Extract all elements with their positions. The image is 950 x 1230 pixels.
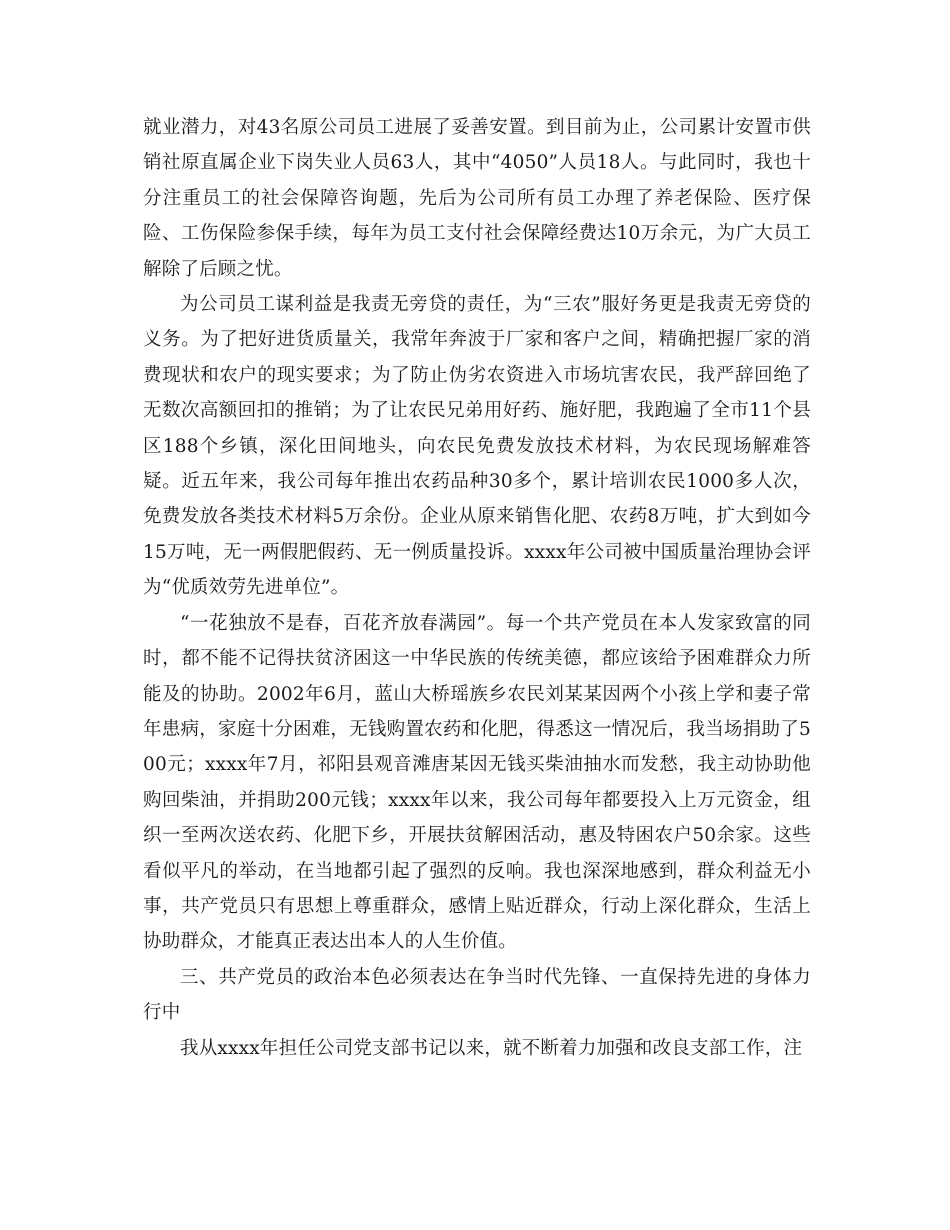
- section-heading: 三、共产党员的政治本色必须表达在争当时代先锋、一直保持先进的身体力行中: [143, 966, 811, 1024]
- document-body: [143, 110, 811, 1066]
- paragraph-2: 为公司员工谋利益是我责无旁贷的责任，为“三农”服好务更是我责无旁贷的义务。为了把好进货质量关，我常年奔波于厂家和客户之间，精确把握厂家的消费现状和农户的现实要求；为了防止伪劣农资进入市场坑害农民，我严辞回绝了无数次高额回扣的推销；为了让农民兄弟用好药、施好肥，我跑遍了全市11个县区188个乡镇，深化田间地头，向农民免费发放技术材料，为农民现场解难答疑。近五年来，我公司每年推出农药品种30多个，累计培训农民1000多人次，免费发放各类技术材料5万余份。企业从原来销售化肥、农药8万吨，扩大到如今15万吨，无一两假肥假药、无一例质量投诉。xxxx年公司被中国质量治理协会评为“优质效劳先进单位”。: [143, 294, 811, 599]
- paragraph-3: “一花独放不是春，百花齐放春满园”。每一个共产党员在本人发家致富的同时，都不能不记得扶贫济困这一中华民族的传统美德，都应该给予困难群众力所能及的协助。2002年6月，蓝山大桥瑶族乡农民刘某某因两个小孩上学和妻子常年患病，家庭十分困难，无钱购置农药和化肥，得悉这一情况后，我当场捐助了500元；xxxx年7月，祁阳县观音滩唐某因无钱买柴油抽水而发愁，我主动协助他购回柴油，并捐助200元钱；xxxx年以来，我公司每年都要投入上万元资金，组织一至两次送农药、化肥下乡，开展扶贫解困活动，惠及特困农户50余家。这些看似平凡的举动，在当地都引起了强烈的反响。我也深深地感到，群众利益无小事，共产党员只有思想上尊重群众，感情上贴近群众，行动上深化群众，生活上协助群众，才能真正表达出本人的人生价值。: [143, 612, 811, 953]
- paragraph-4: 我从xxxx年担任公司党支部书记以来，就不断着力加强和改良支部工作，注: [180, 1037, 803, 1059]
- paragraph-1: 就业潜力，对43名原公司员工进展了妥善安置。到目前为止，公司累计安置市供销社原直属企业下岗失业人员63人，其中“4050”人员18人。与此同时，我也十分注重员工的社会保障咨询题，先后为公司所有员工办理了养老保险、医疗保险、工伤保险参保手续，每年为员工支付社会保障经费达10万余元，为广大员工解除了后顾之忧。: [143, 117, 811, 280]
